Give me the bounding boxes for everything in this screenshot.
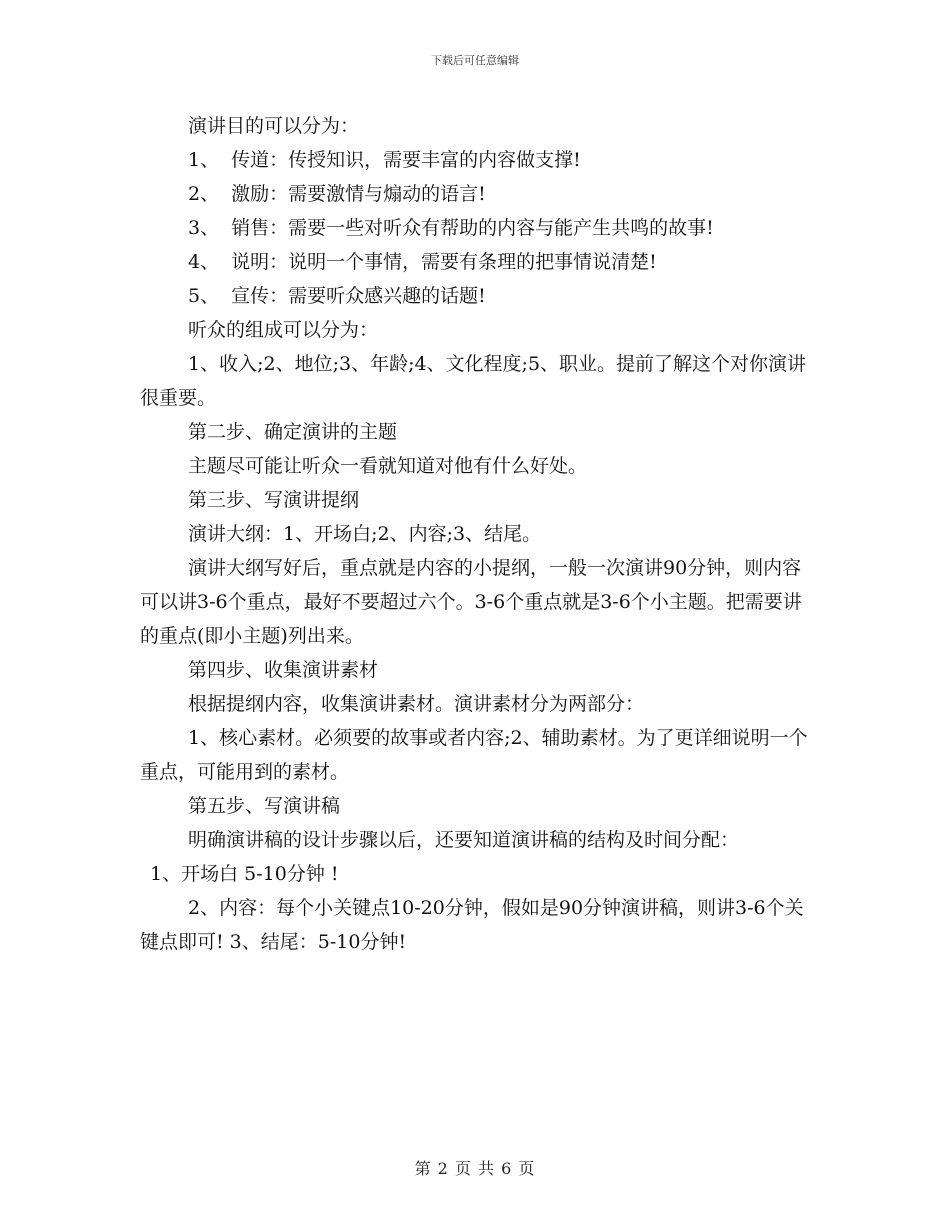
paragraph-structure-opening: 1、开场白 5-10分钟 ! [150,863,339,885]
heading-step-3: 第三步、写演讲提纲 [188,489,360,511]
paragraph-materials-list: 1、核心素材。必须要的故事或者内容;2、辅助素材。为了更详细说明一个重点，可能用到的素材。 [140,727,808,783]
paragraph-structure-intro: 明确演讲稿的设计步骤以后，还要知道演讲稿的结构及时间分配： [188,829,740,851]
heading-step-5: 第五步、写演讲稿 [188,795,341,817]
paragraph-purpose-2: 2、 激励：需要激情与煽动的语言! [188,183,486,205]
heading-step-4: 第四步、收集演讲素材 [188,659,379,681]
heading-step-2: 第二步、确定演讲的主题 [188,421,398,443]
paragraph-purpose-3: 3、 销售：需要一些对听众有帮助的内容与能产生共鸣的故事! [188,217,714,239]
paragraph-structure-body: 2、内容：每个小关键点10-20分钟，假如是90分钟演讲稿，则讲3-6个关键点即可! 3、结尾：5-10分钟! [140,897,804,953]
paragraph-audience-list: 1、收入;2、地位;3、年龄;4、文化程度;5、职业。提前了解这个对你演讲很重要。 [140,353,807,409]
paragraph-purpose-intro: 演讲目的可以分为： [188,115,360,137]
paragraph-purpose-5: 5、 宣传：需要听众感兴趣的话题! [188,285,486,307]
paragraph-outline-detail: 演讲大纲写好后，重点就是内容的小提纲，一般一次演讲90分钟，则内容可以讲3-6个重点，最好不要超过六个。3-6个重点就是3-6个小主题。把需要讲的重点(即小主题)列出来。 [140,557,802,647]
page-number: 第 2 页 共 6 页 [414,1159,536,1178]
document-body [140,109,815,959]
paragraph-theme: 主题尽可能让听众一看就知道对他有什么好处。 [188,455,588,477]
paragraph-materials-intro: 根据提纲内容，收集演讲素材。演讲素材分为两部分： [188,693,645,715]
page-header-note: 下载后可任意编辑 [431,54,519,67]
paragraph-purpose-1: 1、 传道：传授知识，需要丰富的内容做支撑! [188,149,581,171]
paragraph-outline: 演讲大纲：1、开场白;2、内容;3、结尾。 [188,523,542,545]
paragraph-purpose-4: 4、 说明：说明一个事情，需要有条理的把事情说清楚! [188,251,657,273]
paragraph-audience-intro: 听众的组成可以分为： [188,319,379,341]
